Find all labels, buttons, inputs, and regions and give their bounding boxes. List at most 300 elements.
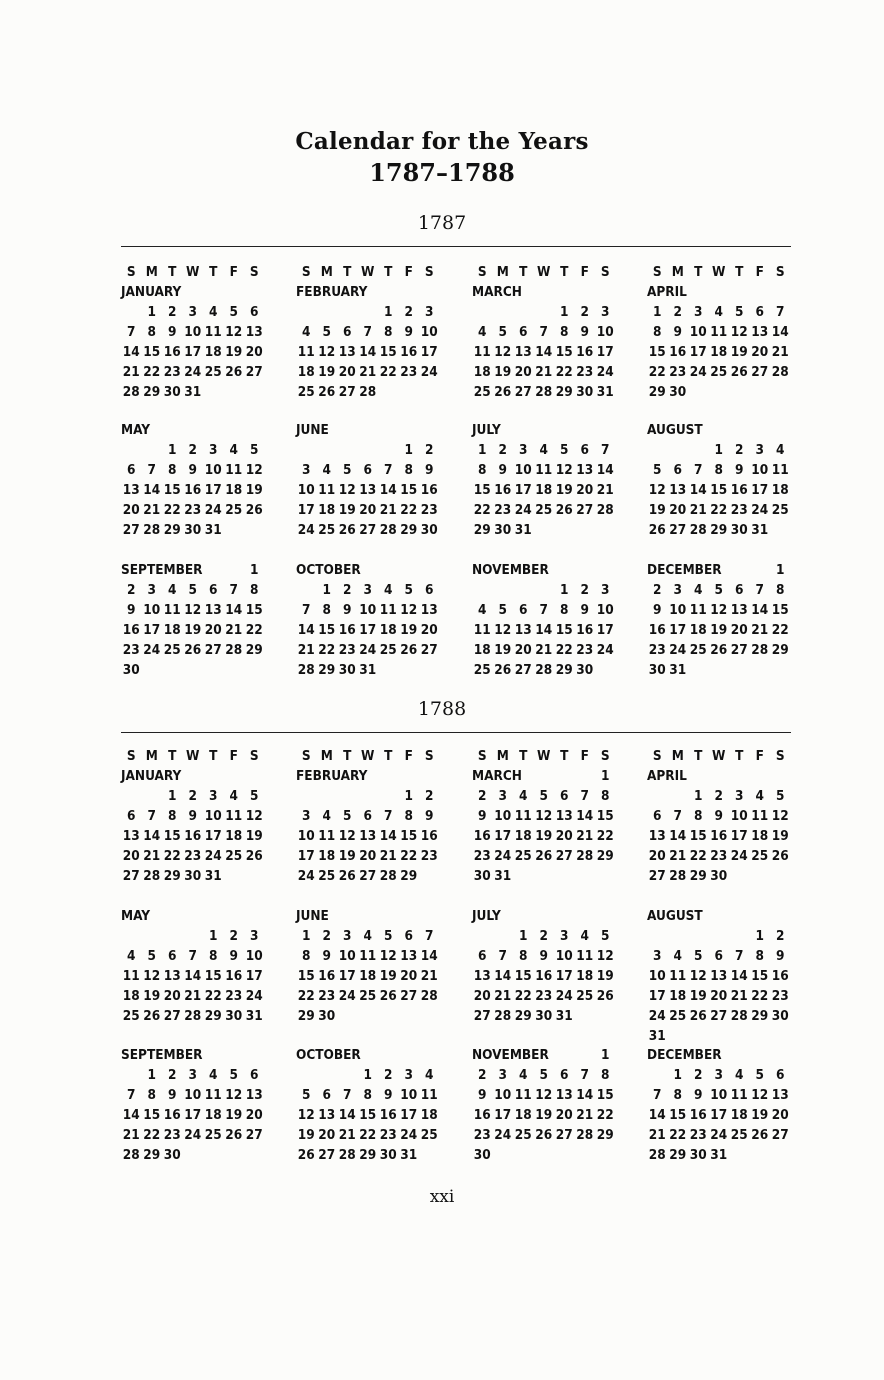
day-number bbox=[121, 926, 142, 946]
weekday-header bbox=[121, 262, 301, 282]
day-number: 26 bbox=[535, 1127, 553, 1143]
day-number: 8 bbox=[322, 602, 331, 618]
day-number: 19 bbox=[379, 968, 397, 984]
day-number: 9 bbox=[188, 808, 197, 824]
month-block-april bbox=[647, 746, 827, 886]
month-block-september bbox=[121, 560, 301, 680]
month-name: FEBRUARY bbox=[296, 768, 368, 784]
week-row bbox=[121, 846, 301, 866]
day-number: 15 bbox=[596, 1087, 614, 1103]
week-row bbox=[472, 322, 652, 342]
day-number: 8 bbox=[478, 462, 487, 478]
day-number: 13 bbox=[163, 968, 181, 984]
year-label-1788: 1788 bbox=[417, 698, 467, 720]
day-number: 30 bbox=[576, 384, 594, 400]
day-number bbox=[493, 580, 514, 600]
day-number: 9 bbox=[776, 948, 785, 964]
day-number: 11 bbox=[318, 482, 336, 498]
day-number: 8 bbox=[601, 1067, 610, 1083]
day-number: 14 bbox=[494, 968, 512, 984]
day-number: 25 bbox=[163, 642, 181, 658]
day-number: 4 bbox=[127, 948, 136, 964]
day-number: 1 bbox=[694, 788, 703, 804]
day-number: 28 bbox=[122, 384, 140, 400]
day-number: 9 bbox=[322, 948, 331, 964]
day-number: 24 bbox=[689, 364, 707, 380]
day-number: 27 bbox=[122, 522, 140, 538]
day-number: 27 bbox=[359, 868, 377, 884]
day-number bbox=[419, 1145, 440, 1165]
weekday-label: T bbox=[519, 748, 528, 764]
day-number bbox=[224, 1145, 245, 1165]
day-number: 1 bbox=[384, 304, 393, 320]
day-number: 22 bbox=[318, 642, 336, 658]
week-row bbox=[472, 440, 652, 460]
week-row bbox=[647, 1026, 827, 1046]
day-number bbox=[358, 440, 379, 460]
day-number: 2 bbox=[404, 304, 413, 320]
day-number bbox=[419, 866, 440, 886]
day-number: 22 bbox=[379, 364, 397, 380]
day-number bbox=[688, 660, 709, 680]
day-number: 11 bbox=[771, 462, 789, 478]
day-number: 20 bbox=[751, 344, 769, 360]
day-number: 25 bbox=[514, 848, 532, 864]
week-row bbox=[121, 966, 301, 986]
day-number: 28 bbox=[379, 522, 397, 538]
day-number: 19 bbox=[184, 622, 202, 638]
day-number: 8 bbox=[302, 948, 311, 964]
day-number: 22 bbox=[596, 1107, 614, 1123]
day-number: 11 bbox=[514, 1087, 532, 1103]
day-number bbox=[770, 1145, 791, 1165]
day-number: 11 bbox=[535, 462, 553, 478]
day-number: 9 bbox=[735, 462, 744, 478]
day-number: 31 bbox=[184, 384, 202, 400]
day-number: 19 bbox=[400, 622, 418, 638]
day-number bbox=[419, 382, 440, 402]
day-number: 23 bbox=[535, 988, 553, 1004]
weekday-label: S bbox=[301, 264, 311, 280]
day-number: 11 bbox=[473, 622, 491, 638]
day-number: 7 bbox=[384, 808, 393, 824]
day-number: 19 bbox=[648, 502, 666, 518]
day-number: 18 bbox=[514, 828, 532, 844]
day-number: 10 bbox=[297, 482, 315, 498]
week-row bbox=[121, 640, 301, 660]
day-number: 7 bbox=[580, 788, 589, 804]
week-row bbox=[121, 660, 301, 680]
day-number: 2 bbox=[425, 788, 434, 804]
day-number: 30 bbox=[473, 1147, 491, 1163]
month-name: NOVEMBER bbox=[472, 562, 549, 578]
day-number: 14 bbox=[143, 828, 161, 844]
day-number: 1 bbox=[147, 304, 156, 320]
day-number: 17 bbox=[359, 622, 377, 638]
day-number: 5 bbox=[188, 582, 197, 598]
week-row bbox=[296, 342, 476, 362]
month-block-april bbox=[647, 262, 827, 402]
weekday-label: T bbox=[168, 264, 177, 280]
day-number: 11 bbox=[379, 602, 397, 618]
day-number: 12 bbox=[771, 808, 789, 824]
day-number: 29 bbox=[245, 642, 263, 658]
day-number: 7 bbox=[539, 324, 548, 340]
day-number: 1 bbox=[673, 1067, 682, 1083]
day-number: 29 bbox=[555, 384, 573, 400]
day-number: 13 bbox=[710, 968, 728, 984]
day-number: 27 bbox=[163, 1008, 181, 1024]
day-number: 27 bbox=[751, 364, 769, 380]
day-number: 31 bbox=[400, 1147, 418, 1163]
day-number bbox=[244, 382, 265, 402]
day-number: 27 bbox=[245, 364, 263, 380]
day-number bbox=[142, 440, 163, 460]
day-number: 13 bbox=[730, 602, 748, 618]
day-number: 12 bbox=[379, 948, 397, 964]
day-number: 25 bbox=[297, 384, 315, 400]
weekday-label: T bbox=[209, 748, 218, 764]
weekday-header bbox=[121, 746, 301, 766]
day-number bbox=[647, 786, 668, 806]
day-number: 22 bbox=[204, 988, 222, 1004]
day-number: 12 bbox=[689, 968, 707, 984]
day-number: 1 bbox=[168, 788, 177, 804]
day-number bbox=[224, 382, 245, 402]
day-number: 1 bbox=[601, 1047, 610, 1063]
day-number: 26 bbox=[184, 642, 202, 658]
day-number: 26 bbox=[494, 662, 512, 678]
week-row bbox=[472, 846, 652, 866]
week-row bbox=[647, 1085, 827, 1105]
day-number bbox=[399, 660, 420, 680]
day-number: 2 bbox=[776, 928, 785, 944]
day-number: 21 bbox=[535, 364, 553, 380]
day-number: 8 bbox=[363, 1087, 372, 1103]
day-number: 5 bbox=[498, 602, 507, 618]
day-number: 3 bbox=[560, 928, 569, 944]
day-number: 26 bbox=[143, 1008, 161, 1024]
day-number: 20 bbox=[420, 622, 438, 638]
day-number: 23 bbox=[163, 1127, 181, 1143]
week-row bbox=[472, 480, 652, 500]
day-number: 20 bbox=[204, 622, 222, 638]
day-number bbox=[709, 1026, 730, 1046]
day-number: 11 bbox=[473, 344, 491, 360]
day-number: 3 bbox=[209, 788, 218, 804]
day-number: 28 bbox=[576, 848, 594, 864]
week-row bbox=[472, 1006, 652, 1026]
day-number: 9 bbox=[404, 324, 413, 340]
day-number: 27 bbox=[555, 1127, 573, 1143]
weekday-label: T bbox=[694, 264, 703, 280]
weekday-label: W bbox=[712, 748, 726, 764]
day-number: 18 bbox=[771, 482, 789, 498]
day-number: 11 bbox=[710, 324, 728, 340]
day-number bbox=[534, 580, 555, 600]
day-number: 28 bbox=[751, 642, 769, 658]
day-number: 4 bbox=[209, 304, 218, 320]
day-number: 6 bbox=[653, 808, 662, 824]
day-number: 3 bbox=[601, 304, 610, 320]
day-number bbox=[647, 1065, 668, 1085]
day-number: 25 bbox=[225, 848, 243, 864]
month-name: JUNE bbox=[296, 422, 329, 438]
week-row bbox=[296, 966, 476, 986]
day-number: 24 bbox=[420, 364, 438, 380]
day-number: 4 bbox=[478, 324, 487, 340]
week-row bbox=[472, 580, 652, 600]
week-row bbox=[296, 440, 476, 460]
weekday-label: S bbox=[126, 748, 136, 764]
day-number: 4 bbox=[168, 582, 177, 598]
day-number bbox=[595, 1006, 616, 1026]
day-number: 14 bbox=[669, 828, 687, 844]
day-number: 24 bbox=[184, 364, 202, 380]
day-number: 5 bbox=[384, 928, 393, 944]
month-name: SEPTEMBER bbox=[121, 1047, 203, 1063]
day-number: 3 bbox=[209, 442, 218, 458]
weekday-label: F bbox=[755, 264, 764, 280]
month-name-row bbox=[121, 560, 301, 580]
week-row bbox=[647, 500, 827, 520]
day-number bbox=[554, 520, 575, 540]
day-number: 6 bbox=[425, 582, 434, 598]
day-number: 15 bbox=[318, 622, 336, 638]
day-number bbox=[244, 866, 265, 886]
day-number: 18 bbox=[163, 622, 181, 638]
week-row bbox=[472, 966, 652, 986]
day-number: 12 bbox=[184, 602, 202, 618]
day-number: 29 bbox=[318, 662, 336, 678]
day-number: 12 bbox=[494, 344, 512, 360]
day-number: 20 bbox=[648, 848, 666, 864]
day-number: 18 bbox=[710, 344, 728, 360]
month-name: MAY bbox=[121, 908, 150, 924]
day-number: 11 bbox=[669, 968, 687, 984]
day-number: 24 bbox=[730, 848, 748, 864]
weekday-label: S bbox=[652, 264, 662, 280]
day-number: 8 bbox=[147, 324, 156, 340]
day-number: 6 bbox=[560, 1067, 569, 1083]
week-row bbox=[647, 966, 827, 986]
day-number bbox=[729, 660, 750, 680]
day-number: 20 bbox=[245, 1107, 263, 1123]
day-number: 20 bbox=[771, 1107, 789, 1123]
weekday-label: S bbox=[775, 748, 785, 764]
week-row bbox=[472, 946, 652, 966]
day-number: 27 bbox=[648, 868, 666, 884]
weekday-header bbox=[647, 746, 827, 766]
week-row bbox=[121, 620, 301, 640]
month-name: AUGUST bbox=[647, 908, 703, 924]
day-number bbox=[224, 866, 245, 886]
day-number: 16 bbox=[648, 622, 666, 638]
day-number: 16 bbox=[184, 482, 202, 498]
day-number: 4 bbox=[776, 442, 785, 458]
day-number: 24 bbox=[514, 502, 532, 518]
day-number: 14 bbox=[596, 462, 614, 478]
day-number: 1 bbox=[404, 788, 413, 804]
day-number: 17 bbox=[204, 482, 222, 498]
day-number: 27 bbox=[669, 522, 687, 538]
day-number: 12 bbox=[596, 948, 614, 964]
day-number: 23 bbox=[473, 1127, 491, 1143]
day-number: 14 bbox=[122, 1107, 140, 1123]
day-number: 13 bbox=[473, 968, 491, 984]
day-number: 28 bbox=[143, 868, 161, 884]
day-number: 20 bbox=[122, 848, 140, 864]
week-row bbox=[121, 500, 301, 520]
day-number: 16 bbox=[689, 1107, 707, 1123]
day-number: 11 bbox=[751, 808, 769, 824]
day-number: 29 bbox=[710, 522, 728, 538]
day-number bbox=[183, 926, 204, 946]
weekday-header bbox=[472, 262, 652, 282]
day-number: 14 bbox=[184, 968, 202, 984]
day-number: 8 bbox=[209, 948, 218, 964]
year-rule bbox=[121, 732, 791, 733]
week-row bbox=[472, 1065, 652, 1085]
day-number: 17 bbox=[689, 344, 707, 360]
day-number: 22 bbox=[163, 502, 181, 518]
day-number: 27 bbox=[710, 1008, 728, 1024]
day-number: 22 bbox=[751, 988, 769, 1004]
day-number: 21 bbox=[297, 642, 315, 658]
day-number: 9 bbox=[580, 324, 589, 340]
day-number: 19 bbox=[555, 482, 573, 498]
week-row bbox=[647, 786, 827, 806]
day-number: 27 bbox=[420, 642, 438, 658]
weekday-label: M bbox=[671, 264, 684, 280]
day-number: 17 bbox=[204, 828, 222, 844]
day-number: 29 bbox=[163, 868, 181, 884]
day-number: 29 bbox=[648, 384, 666, 400]
day-number: 26 bbox=[338, 522, 356, 538]
day-number: 25 bbox=[379, 642, 397, 658]
day-number bbox=[296, 1065, 317, 1085]
day-number: 21 bbox=[535, 642, 553, 658]
day-number: 11 bbox=[514, 808, 532, 824]
day-number bbox=[337, 1006, 358, 1026]
day-number: 17 bbox=[596, 344, 614, 360]
day-number: 22 bbox=[555, 364, 573, 380]
day-number: 4 bbox=[425, 1067, 434, 1083]
day-number: 10 bbox=[204, 808, 222, 824]
day-number: 1 bbox=[478, 442, 487, 458]
day-number: 3 bbox=[498, 788, 507, 804]
day-number: 28 bbox=[576, 1127, 594, 1143]
week-row bbox=[647, 620, 827, 640]
day-number: 8 bbox=[384, 324, 393, 340]
day-number: 28 bbox=[648, 1147, 666, 1163]
month-block-march bbox=[472, 746, 652, 886]
day-number bbox=[770, 520, 791, 540]
day-number: 2 bbox=[188, 788, 197, 804]
week-row bbox=[121, 1145, 301, 1165]
day-number: 14 bbox=[379, 482, 397, 498]
day-number: 5 bbox=[755, 1067, 764, 1083]
month-block-october bbox=[296, 1045, 476, 1165]
week-row bbox=[472, 382, 652, 402]
day-number bbox=[554, 866, 575, 886]
week-row bbox=[472, 640, 652, 660]
day-number: 16 bbox=[122, 622, 140, 638]
day-number: 23 bbox=[576, 364, 594, 380]
day-number: 15 bbox=[596, 808, 614, 824]
week-row bbox=[296, 826, 476, 846]
day-number: 28 bbox=[689, 522, 707, 538]
week-row bbox=[296, 460, 476, 480]
day-number: 20 bbox=[514, 364, 532, 380]
day-number: 29 bbox=[596, 848, 614, 864]
day-number: 28 bbox=[535, 384, 553, 400]
day-number: 21 bbox=[576, 828, 594, 844]
day-number: 5 bbox=[229, 1067, 238, 1083]
day-number: 8 bbox=[601, 788, 610, 804]
month-name: APRIL bbox=[647, 768, 687, 784]
day-number: 13 bbox=[359, 828, 377, 844]
day-number: 7 bbox=[673, 808, 682, 824]
day-number bbox=[244, 520, 265, 540]
day-number: 4 bbox=[229, 788, 238, 804]
day-number: 30 bbox=[648, 662, 666, 678]
day-number: 26 bbox=[245, 502, 263, 518]
day-number: 2 bbox=[673, 304, 682, 320]
week-row bbox=[647, 1125, 827, 1145]
day-number: 6 bbox=[250, 1067, 259, 1083]
day-number: 10 bbox=[359, 602, 377, 618]
day-number: 18 bbox=[318, 502, 336, 518]
day-number: 29 bbox=[204, 1008, 222, 1024]
week-row bbox=[121, 1125, 301, 1145]
day-number: 1 bbox=[776, 562, 785, 578]
week-row bbox=[121, 826, 301, 846]
day-number: 30 bbox=[494, 522, 512, 538]
day-number: 21 bbox=[184, 988, 202, 1004]
day-number: 5 bbox=[539, 788, 548, 804]
week-row bbox=[121, 1006, 301, 1026]
weekday-label: S bbox=[249, 264, 259, 280]
day-number: 29 bbox=[596, 1127, 614, 1143]
day-number: 1 bbox=[404, 442, 413, 458]
weekday-label: M bbox=[320, 748, 333, 764]
day-number: 8 bbox=[404, 462, 413, 478]
day-number: 22 bbox=[143, 364, 161, 380]
day-number: 7 bbox=[425, 928, 434, 944]
day-number: 14 bbox=[535, 622, 553, 638]
day-number: 11 bbox=[122, 968, 140, 984]
day-number: 5 bbox=[735, 304, 744, 320]
day-number: 19 bbox=[143, 988, 161, 1004]
day-number: 13 bbox=[245, 1087, 263, 1103]
day-number: 10 bbox=[730, 808, 748, 824]
week-row bbox=[121, 600, 301, 620]
day-number: 18 bbox=[514, 1107, 532, 1123]
weekday-label: S bbox=[477, 264, 487, 280]
day-number bbox=[121, 302, 142, 322]
day-number: 22 bbox=[473, 502, 491, 518]
day-number: 7 bbox=[127, 324, 136, 340]
weekday-label: F bbox=[229, 748, 238, 764]
day-number: 21 bbox=[576, 1107, 594, 1123]
day-number: 19 bbox=[225, 1107, 243, 1123]
day-number: 21 bbox=[338, 1127, 356, 1143]
day-number: 4 bbox=[735, 1067, 744, 1083]
day-number: 15 bbox=[359, 1107, 377, 1123]
day-number: 1 bbox=[322, 582, 331, 598]
weekday-label: F bbox=[404, 748, 413, 764]
